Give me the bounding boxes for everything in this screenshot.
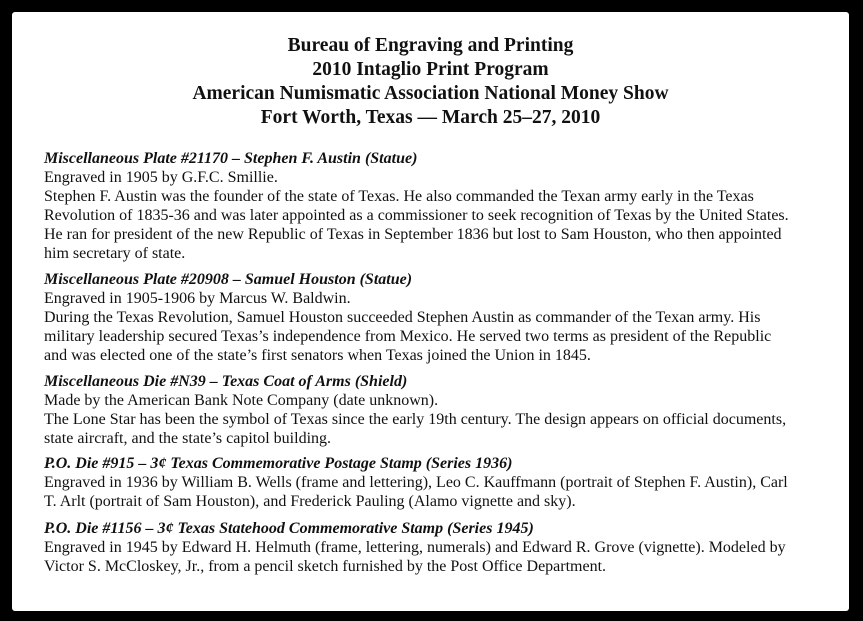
header-line-4: Fort Worth, Texas — March 25–27, 2010 xyxy=(260,107,601,128)
section-text-line: and was elected one of the state’s first senators when Texas joined the Union in 1845. xyxy=(44,347,591,364)
section-houston-plate xyxy=(44,270,831,365)
document-card xyxy=(12,12,849,611)
section-text-line: Revolution of 1835-36 and was later appointed as a commissioner to seek recognition of Texas by the United States. xyxy=(44,207,789,224)
section-title: Miscellaneous Die #N39 – Texas Coat of Arms (Shield) xyxy=(44,373,408,390)
section-coat-of-arms-die xyxy=(44,372,831,448)
section-text-line: Engraved in 1936 by William B. Wells (frame and lettering), Leo C. Kauffmann (portrait of Stephen F. Austin), Carl xyxy=(44,474,788,491)
section-text-line: Victor S. McCloskey, Jr., from a pencil sketch furnished by the Post Office Department. xyxy=(44,558,607,575)
section-text-line: Engraved in 1905 by G.F.C. Smillie. xyxy=(44,169,278,186)
section-text-line: state aircraft, and the state’s capitol building. xyxy=(44,430,332,447)
section-title: P.O. Die #915 – 3¢ Texas Commemorative Postage Stamp (Series 1936) xyxy=(44,455,513,472)
section-text-line: Made by the American Bank Note Company (date unknown). xyxy=(44,392,439,409)
section-text-line: Engraved in 1945 by Edward H. Helmuth (frame, lettering, numerals) and Edward R. Grove (vignette). Modeled by xyxy=(44,539,786,556)
section-austin-plate xyxy=(44,149,831,263)
section-text-line: During the Texas Revolution, Samuel Houston succeeded Stephen Austin as commander of the Texan army. His xyxy=(44,309,761,326)
section-text-line: The Lone Star has been the symbol of Texas since the early 19th century. The design appears on official documents, xyxy=(44,411,787,428)
document-header xyxy=(12,34,849,130)
section-text-line: military leadership secured Texas’s independence from Mexico. He served two terms as president of the Republic xyxy=(44,328,772,345)
header-line-2: 2010 Intaglio Print Program xyxy=(312,59,549,80)
section-title: Miscellaneous Plate #20908 – Samuel Houston (Statue) xyxy=(44,271,413,288)
header-line-1: Bureau of Engraving and Printing xyxy=(287,35,574,56)
section-text-line: He ran for president of the new Republic of Texas in September 1836 but lost to Sam Houston, who then appointed xyxy=(44,226,782,243)
section-1936-stamp-die xyxy=(44,454,831,511)
section-1945-stamp-die xyxy=(44,519,831,576)
section-text-line: him secretary of state. xyxy=(44,245,186,262)
section-text-line: Engraved in 1905-1906 by Marcus W. Baldwin. xyxy=(44,290,351,307)
section-text-line: Stephen F. Austin was the founder of the state of Texas. He also commanded the Texan army early in the Texas xyxy=(44,188,754,205)
section-title: P.O. Die #1156 – 3¢ Texas Statehood Commemorative Stamp (Series 1945) xyxy=(44,520,534,537)
section-title: Miscellaneous Plate #21170 – Stephen F. Austin (Statue) xyxy=(44,150,418,167)
header-line-3: American Numismatic Association National Money Show xyxy=(192,83,669,104)
section-text-line: T. Arlt (portrait of Sam Houston), and Frederick Pauling (Alamo vignette and sky). xyxy=(44,493,576,510)
